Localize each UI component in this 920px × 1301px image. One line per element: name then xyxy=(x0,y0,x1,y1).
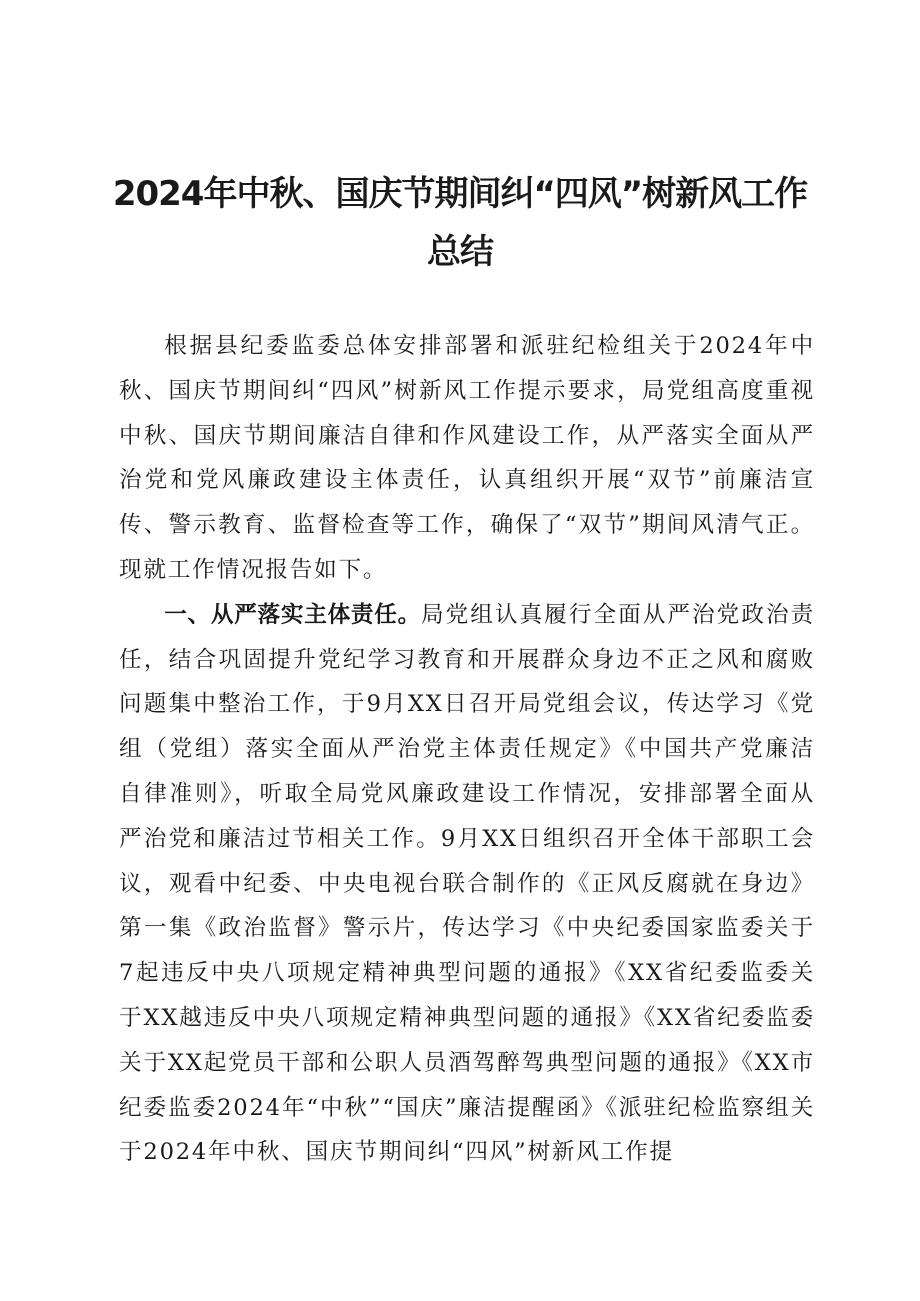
section-1-paragraph xyxy=(119,593,815,1175)
section-1-body: 局党组认真履行全面从严治党政治责任，结合巩固提升党纪学习教育和开展群众身边不正之风和腐败问题集中整治工作，于9月XX日召开局党组会议，传达学习《党组（党组）落实全面从严治党主体责任规定》《中国共产党廉洁自律准则》，听取全局党风廉政建设工作情况，安排部署全面从严治党和廉洁过节相关工作。9月XX日组织召开全体干部职工会议，观看中纪委、中央电视台联合制作的《正风反腐就在身边》第一集《政治监督》警示片，传达学习《中央纪委国家监委关于7起违反中央八项规定精神典型问题的通报》《XX省纪委监委关于XX越违反中央八项规定精神典型问题的通报》《XX省纪委监委关于XX起党员干部和公职人员酒驾醉驾典型问题的通报》《XX市纪委监委2024年“中秋”“国庆”廉洁提醒函》《派驻纪检监察组关于2024年中秋、国庆节期间纠“四风”树新风工作提 xyxy=(119,601,816,1166)
title-line-2: 总结 xyxy=(427,232,493,272)
document-body xyxy=(119,324,815,1175)
title-line-1: 2024年中秋、国庆节期间纠“四风”树新风工作 xyxy=(112,174,808,214)
intro-paragraph: 根据县纪委监委总体安排部署和派驻纪检组关于2024年中秋、国庆节期间纠“四风”树新风工作提示要求，局党组高度重视中秋、国庆节期间廉洁自律和作风建设工作，从严落实全面从严治党和党风廉政建设主体责任，认真组织开展“双节”前廉洁宣传、警示教育、监督检查等工作，确保了“双节”期间风清气正。现就工作情况报告如下。 xyxy=(119,333,815,583)
section-1-heading: 一、从严落实主体责任。 xyxy=(164,601,421,628)
document-title xyxy=(110,165,810,281)
